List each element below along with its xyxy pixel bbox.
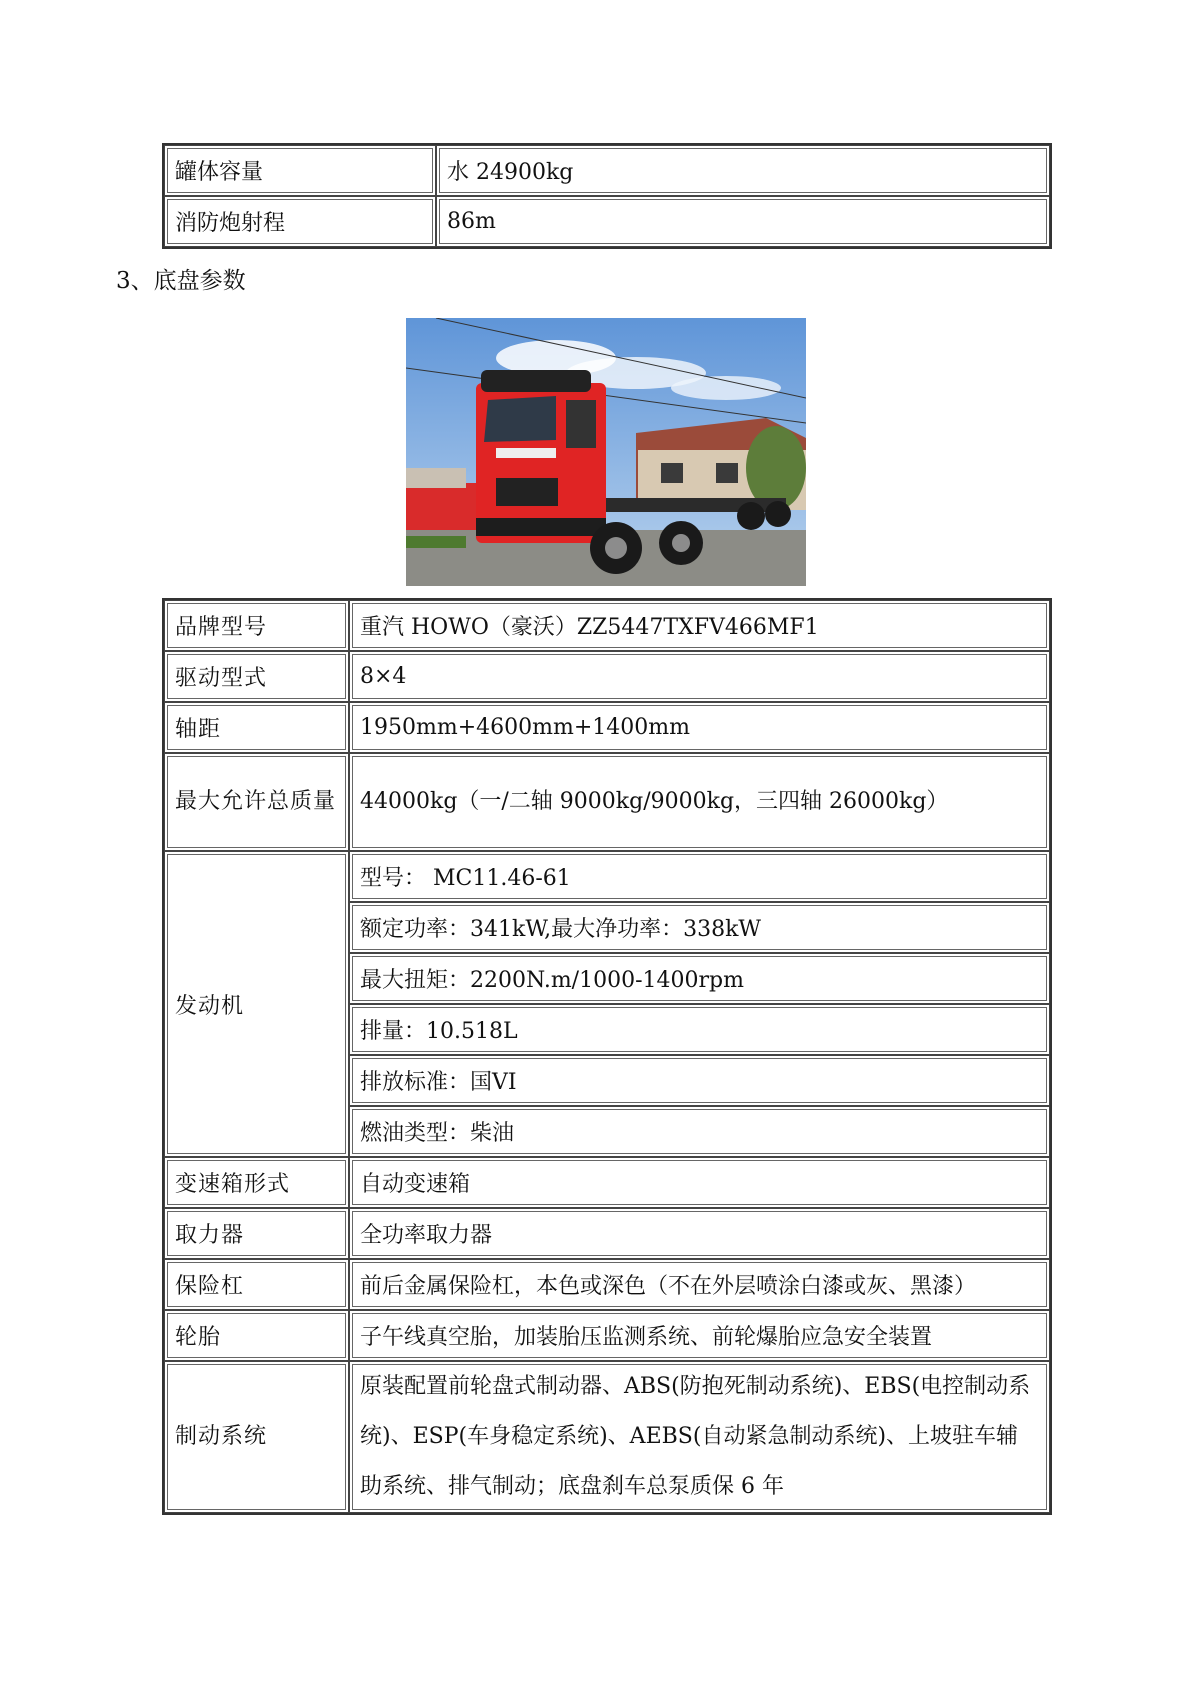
spec-value: 重汽 HOWO（豪沃）ZZ5447TXFV466MF1 — [349, 600, 1050, 651]
table-row — [164, 196, 1050, 247]
table-row — [164, 1157, 1050, 1208]
spec-value: 原装配置前轮盘式制动器、ABS(防抱死制动系统)、EBS(电控制动系统)、ESP(车身稳定系统)、AEBS(自动紧急制动系统)、上坡驻车辅助系统、排气制动；底盘刹车总泵质保 6 年 — [349, 1361, 1050, 1513]
spec-value: 自动变速箱 — [349, 1157, 1050, 1208]
section-heading: 3、底盘参数 — [116, 268, 246, 294]
spec-key: 驱动型式 — [164, 651, 349, 702]
table-row — [164, 145, 1050, 196]
spec-value: 水 24900kg — [436, 145, 1050, 196]
spec-value: 子午线真空胎，加装胎压监测系统、前轮爆胎应急安全装置 — [349, 1310, 1050, 1361]
table-row — [164, 1361, 1050, 1513]
spec-key: 轴距 — [164, 702, 349, 753]
table-row — [164, 1259, 1050, 1310]
spec-key: 最大允许总质量 — [164, 753, 349, 851]
engine-spec: 型号： MC11.46-61 — [349, 851, 1050, 902]
table-row — [164, 1208, 1050, 1259]
spec-key: 品牌型号 — [164, 600, 349, 651]
spec-value: 1950mm+4600mm+1400mm — [349, 702, 1050, 753]
spec-value: 全功率取力器 — [349, 1208, 1050, 1259]
table-row — [164, 1310, 1050, 1361]
truck-chassis-photo — [406, 318, 806, 586]
spec-key: 保险杠 — [164, 1259, 349, 1310]
table-row — [164, 851, 1050, 902]
spec-key: 变速箱形式 — [164, 1157, 349, 1208]
spec-value: 86m — [436, 196, 1050, 247]
engine-spec: 燃油类型：柴油 — [349, 1106, 1050, 1157]
spec-value: 8×4 — [349, 651, 1050, 702]
table-row — [164, 702, 1050, 753]
table-row — [164, 600, 1050, 651]
spec-key: 罐体容量 — [164, 145, 436, 196]
spec-value: 前后金属保险杠，本色或深色（不在外层喷涂白漆或灰、黑漆） — [349, 1259, 1050, 1310]
spec-key: 制动系统 — [164, 1361, 349, 1513]
table-row — [164, 753, 1050, 851]
tank-spec-table — [162, 143, 1052, 249]
spec-key: 轮胎 — [164, 1310, 349, 1361]
engine-spec: 最大扭矩：2200N.m/1000-1400rpm — [349, 953, 1050, 1004]
engine-spec: 排量：10.518L — [349, 1004, 1050, 1055]
chassis-spec-table — [162, 598, 1052, 1515]
engine-spec: 额定功率：341kW,最大净功率：338kW — [349, 902, 1050, 953]
spec-value: 44000kg（一/二轴 9000kg/9000kg，三四轴 26000kg） — [349, 753, 1050, 851]
spec-key: 消防炮射程 — [164, 196, 436, 247]
spec-key: 取力器 — [164, 1208, 349, 1259]
engine-spec: 排放标准：国VI — [349, 1055, 1050, 1106]
table-row — [164, 651, 1050, 702]
spec-key: 发动机 — [164, 851, 349, 1157]
